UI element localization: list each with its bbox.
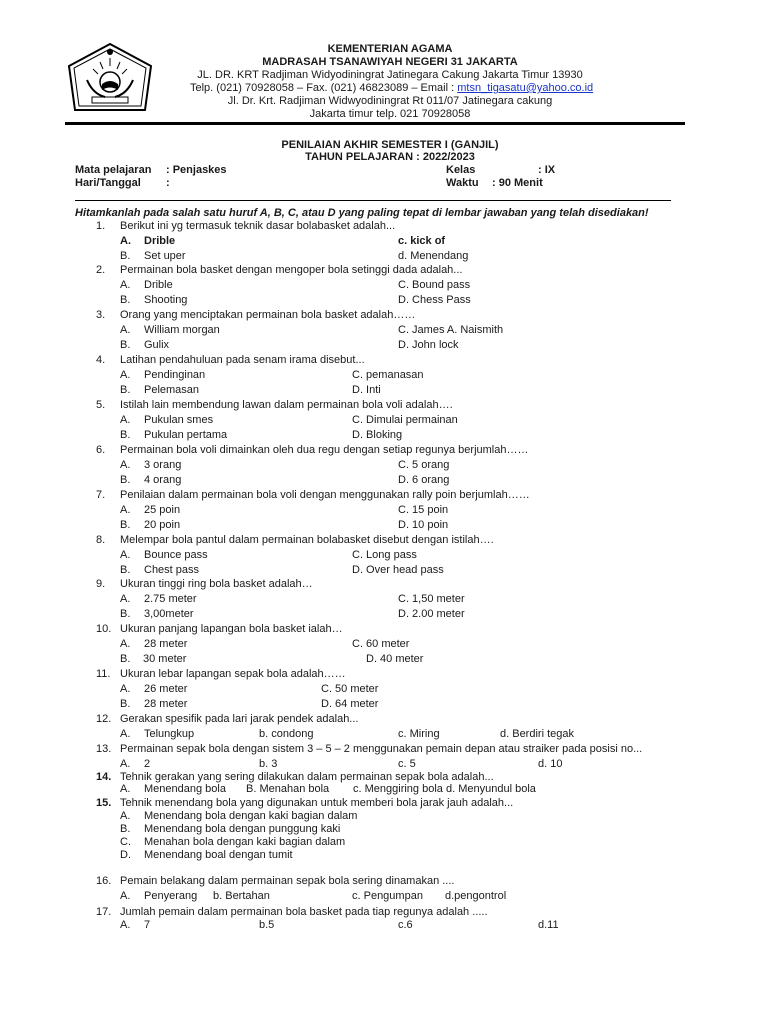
option-d[interactable]: d. Berdiri tegak xyxy=(500,728,574,740)
question-number: 12. xyxy=(96,713,112,725)
option-c[interactable]: C. Bound pass xyxy=(398,279,471,291)
question-text: Tehnik gerakan yang sering dilakukan dalam permainan sepak bola adalah... xyxy=(120,771,494,783)
option-b[interactable]: 3,00meter xyxy=(144,608,194,620)
question-number: 5. xyxy=(96,399,106,411)
option-letter-a: A. xyxy=(120,414,131,426)
option-c[interactable]: C. James A. Naismith xyxy=(398,324,504,336)
option-d[interactable]: D. 10 poin xyxy=(398,519,449,531)
option-letter-b: B. xyxy=(120,250,131,262)
question-text: Permainan bola basket dengan mengoper bola setinggi dada adalah... xyxy=(120,264,463,276)
option-letter-a: A. xyxy=(120,728,131,740)
question-number: 16. xyxy=(96,875,112,887)
question-text: Berikut ini yg termasuk teknik dasar bolabasket adalah... xyxy=(120,220,396,232)
option-letter-a: A. xyxy=(120,459,131,471)
option-c[interactable]: c. Menggiring bola xyxy=(353,783,443,795)
question-text: Pemain belakang dalam permainan sepak bola sering dinamakan .... xyxy=(120,875,455,887)
option-c[interactable]: C. 1,50 meter xyxy=(398,593,465,605)
option-c[interactable]: C. 60 meter xyxy=(352,638,410,650)
option-letter-a: A. xyxy=(120,369,131,381)
option-c[interactable]: C. pemanasan xyxy=(352,369,424,381)
question-text: Jumlah pemain dalam permainan bola basket pada tiap regunya adalah ..... xyxy=(120,906,488,918)
option-d[interactable]: D. 64 meter xyxy=(321,698,379,710)
option-letter-b: B. xyxy=(120,698,131,710)
class-value: : IX xyxy=(538,164,556,176)
option-d[interactable]: D. John lock xyxy=(398,339,459,351)
ministry-name: KEMENTERIAN AGAMA xyxy=(327,43,453,55)
instruction-text: Hitamkanlah pada salah satu huruf A, B, C, atau D yang paling tepat di lembar jawaban yang telah disediakan! xyxy=(75,207,649,219)
option-letter-c: C. xyxy=(120,836,131,848)
question-number: 8. xyxy=(96,534,106,546)
option-d[interactable]: D. Over head pass xyxy=(352,564,444,576)
option-letter-b: B. xyxy=(120,384,131,396)
option-letter-b: B. xyxy=(120,294,131,306)
question-text: Ukuran lebar lapangan sepak bola adalah…… xyxy=(120,668,346,680)
option-letter-d: D. xyxy=(120,849,131,861)
option-letter-b: B. xyxy=(120,653,131,665)
question-number: 1. xyxy=(96,220,106,232)
date-value: : xyxy=(166,177,170,189)
question-text: Ukuran tinggi ring bola basket adalah… xyxy=(120,578,313,590)
option-a[interactable]: 3 orang xyxy=(144,459,182,471)
option-a[interactable]: 2 xyxy=(144,758,151,770)
option-a[interactable]: 2.75 meter xyxy=(144,593,197,605)
option-b[interactable]: 28 meter xyxy=(144,698,188,710)
question-text: Permainan sepak bola dengan sistem 3 – 5 – 2 menggunakan pemain depan atau straiker pada posisi no... xyxy=(120,743,643,755)
question-number: 2. xyxy=(96,264,106,276)
option-letter-b: B. xyxy=(120,429,131,441)
option-d[interactable]: d.11 xyxy=(538,919,559,931)
option-b[interactable]: 4 orang xyxy=(144,474,182,486)
option-d[interactable]: D. Inti xyxy=(352,384,381,396)
option-b[interactable]: b. 3 xyxy=(259,758,278,770)
option-a[interactable]: Telungkup xyxy=(144,728,195,740)
option-b[interactable]: 30 meter xyxy=(143,653,187,665)
option-letter-a: A. xyxy=(120,593,131,605)
question-text: Permainan bola voli dimainkan oleh dua regu dengan setiap regunya berjumlah…… xyxy=(120,444,529,456)
option-b[interactable]: Menendang bola dengan punggung kaki xyxy=(144,823,341,835)
option-letter-a: A. xyxy=(120,683,131,695)
option-c[interactable]: c. Miring xyxy=(398,728,440,740)
option-d[interactable]: Menendang boal dengan tumit xyxy=(144,849,293,861)
option-d[interactable]: D. 2.00 meter xyxy=(398,608,465,620)
question-text: Orang yang menciptakan permainan bola basket adalah…… xyxy=(120,309,416,321)
option-c[interactable]: c.6 xyxy=(398,919,413,931)
school-name: MADRASAH TSANAWIYAH NEGERI 31 JAKARTA xyxy=(262,56,518,68)
subject-value: : Penjaskes xyxy=(166,164,227,176)
option-letter-a: A. xyxy=(120,783,131,795)
class-label: Kelas xyxy=(446,164,476,176)
option-a[interactable]: Menendang bola xyxy=(144,783,226,795)
question-text: Tehnik menendang bola yang digunakan untuk memberi bola jarak jauh adalah... xyxy=(120,797,514,809)
time-value: : 90 Menit xyxy=(492,177,543,189)
option-a[interactable]: 7 xyxy=(144,919,151,931)
option-letter-a: A. xyxy=(120,235,131,247)
option-b[interactable]: Pelemasan xyxy=(144,384,200,396)
contact-phone-fax: Telp. (021) 70928058 – Fax. (021) 46823089 – Email : xyxy=(190,82,458,94)
option-d[interactable]: d.pengontrol xyxy=(445,890,507,902)
question-number: 15. xyxy=(96,797,112,809)
option-c[interactable]: C. 50 meter xyxy=(321,683,379,695)
option-a[interactable]: 28 meter xyxy=(144,638,188,650)
option-letter-a: A. xyxy=(120,324,131,336)
option-c[interactable]: c. Pengumpan xyxy=(352,890,423,902)
question-number: 7. xyxy=(96,489,106,501)
exam-year: TAHUN PELAJARAN : 2022/2023 xyxy=(305,151,475,163)
option-c[interactable]: Menahan bola dengan kaki bagian dalam xyxy=(144,836,346,848)
option-letter-a: A. xyxy=(120,504,131,516)
header-divider xyxy=(65,122,685,125)
option-d[interactable]: D. Chess Pass xyxy=(398,294,471,306)
option-d[interactable]: d. 10 xyxy=(538,758,563,770)
option-letter-b: B. xyxy=(120,564,131,576)
question-number: 13. xyxy=(96,743,112,755)
option-c[interactable]: c. 5 xyxy=(398,758,416,770)
option-letter-a: A. xyxy=(120,638,131,650)
email-link[interactable]: mtsn_tigasatu@yahoo.co.id xyxy=(457,82,594,94)
option-a[interactable]: Penyerang xyxy=(144,890,198,902)
question-number: 9. xyxy=(96,578,106,590)
option-letter-b: B. xyxy=(120,474,131,486)
date-label: Hari/Tanggal xyxy=(75,177,141,189)
option-a[interactable]: Drible xyxy=(144,279,173,291)
option-letter-a: A. xyxy=(120,549,131,561)
option-b[interactable]: b. Bertahan xyxy=(213,890,270,902)
question-number: 17. xyxy=(96,906,112,918)
option-c[interactable]: c. kick of xyxy=(398,235,446,247)
option-b[interactable]: 20 poin xyxy=(144,519,181,531)
question-text: Penilaian dalam permainan bola voli dengan menggunakan rally poin berjumlah…… xyxy=(120,489,530,501)
option-letter-b: B. xyxy=(120,339,131,351)
option-d[interactable]: d. Menyundul bola xyxy=(446,783,536,795)
question-text: Melempar bola pantul dalam permainan bolabasket disebut dengan istilah…. xyxy=(120,534,494,546)
option-a[interactable]: William morgan xyxy=(144,324,220,336)
option-c[interactable]: C. 5 orang xyxy=(398,459,450,471)
question-number: 11. xyxy=(96,668,111,680)
option-letter-a: A. xyxy=(120,810,131,822)
option-letter-b: B. xyxy=(120,823,131,835)
option-a[interactable]: Bounce pass xyxy=(144,549,208,561)
option-d[interactable]: D. 40 meter xyxy=(366,653,424,665)
question-number: 4. xyxy=(96,354,106,366)
option-a[interactable]: Menendang bola dengan kaki bagian dalam xyxy=(144,810,358,822)
question-text: Istilah lain membendung lawan dalam permainan bola voli adalah…. xyxy=(120,399,453,411)
option-d[interactable]: d. Menendang xyxy=(398,250,469,262)
question-number: 6. xyxy=(96,444,106,456)
question-text: Ukuran panjang lapangan bola basket ialah… xyxy=(120,623,343,635)
option-b[interactable]: Set uper xyxy=(144,250,186,262)
option-a[interactable]: 26 meter xyxy=(144,683,188,695)
option-b[interactable]: b. condong xyxy=(259,728,314,740)
time-label: Waktu xyxy=(446,177,479,189)
question-number: 3. xyxy=(96,309,106,321)
option-b[interactable]: Shooting xyxy=(144,294,188,306)
option-d[interactable]: D. Bloking xyxy=(352,429,403,441)
question-number: 10. xyxy=(96,623,112,635)
option-letter-a: A. xyxy=(120,890,131,902)
option-c[interactable]: C. Dimulai permainan xyxy=(352,414,458,426)
option-letter-a: A. xyxy=(120,919,131,931)
option-a[interactable]: 25 poin xyxy=(144,504,181,516)
question-text: Gerakan spesifik pada lari jarak pendek adalah... xyxy=(120,713,359,725)
option-d[interactable]: D. 6 orang xyxy=(398,474,450,486)
exam-title: PENILAIAN AKHIR SEMESTER I (GANJIL) xyxy=(281,139,499,151)
option-a[interactable]: Pukulan smes xyxy=(144,414,214,426)
option-c[interactable]: C. Long pass xyxy=(352,549,417,561)
identity-divider xyxy=(75,200,671,201)
option-letter-a: A. xyxy=(120,758,131,770)
option-b[interactable]: Gulix xyxy=(144,339,170,351)
option-b[interactable]: B. Menahan bola xyxy=(246,783,330,795)
madrasah-emblem-icon xyxy=(65,42,155,121)
option-letter-b: B. xyxy=(120,608,131,620)
option-c[interactable]: C. 15 poin xyxy=(398,504,449,516)
option-b[interactable]: Pukulan pertama xyxy=(144,429,228,441)
option-letter-b: B. xyxy=(120,519,131,531)
subject-label: Mata pelajaran xyxy=(75,164,152,176)
school-address: JL. DR. KRT Radjiman Widyodiningrat Jatinegara Cakung Jakarta Timur 13930 xyxy=(197,69,583,81)
option-a[interactable]: Drible xyxy=(144,235,176,247)
question-text: Latihan pendahuluan pada senam irama disebut... xyxy=(120,354,365,366)
option-a[interactable]: Pendinginan xyxy=(144,369,206,381)
option-b[interactable]: Chest pass xyxy=(144,564,200,576)
option-b[interactable]: b.5 xyxy=(259,919,275,931)
contact-line xyxy=(190,82,594,95)
option-letter-a: A. xyxy=(120,279,131,291)
school-address-2: Jl. Dr. Krt. Radjiman Widwyodiningrat Rt 011/07 Jatinegara cakung xyxy=(227,95,553,107)
question-number: 14. xyxy=(96,771,112,783)
school-address-3: Jakarta timur telp. 021 70928058 xyxy=(309,108,471,120)
